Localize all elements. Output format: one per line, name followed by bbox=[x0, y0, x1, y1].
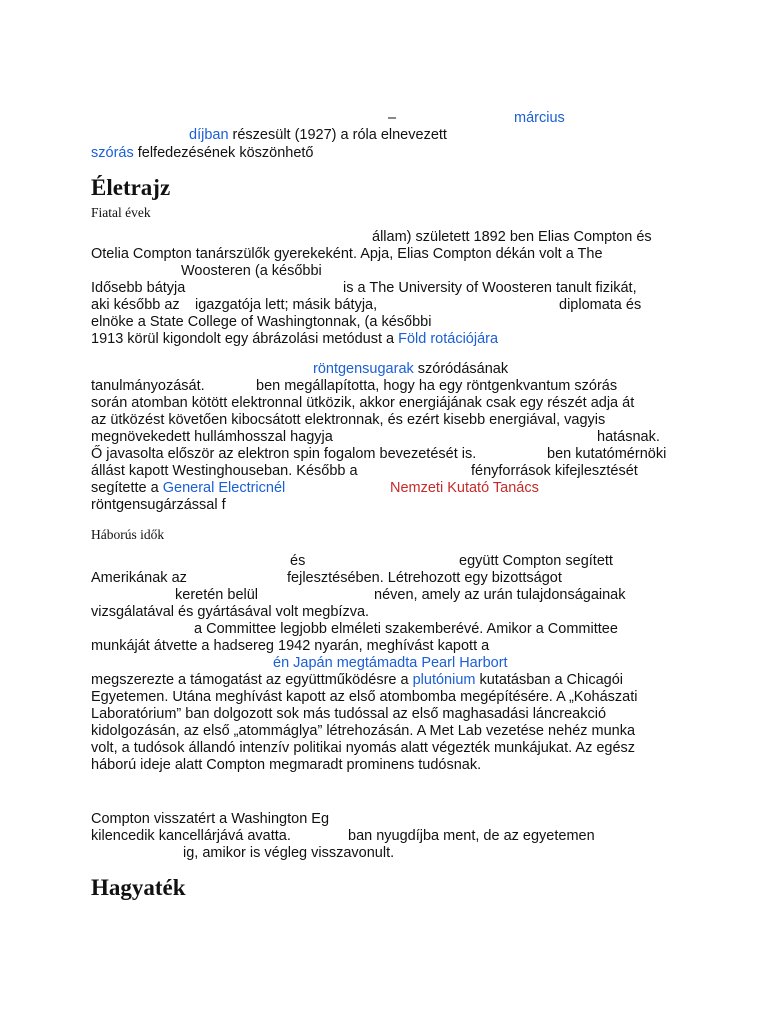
fiatal-line-14 bbox=[0, 462, 768, 480]
fiatal-line-5 bbox=[0, 296, 768, 314]
fiatal-text: segítette a bbox=[91, 480, 163, 496]
utana-text: Compton visszatért a Washington Eg bbox=[91, 811, 330, 827]
haborus-text: háború ideje alatt Compton megmaradt prominens tudósnak. bbox=[91, 757, 482, 773]
fiatal-line-8 bbox=[0, 360, 768, 378]
intro-line-3 bbox=[0, 144, 768, 162]
fiatal-text: állam) született 1892 ben Elias Compton és bbox=[372, 229, 652, 245]
fiatal-line-10 bbox=[0, 394, 768, 412]
rontgensugarak-link[interactable]: röntgensugarak bbox=[313, 361, 414, 377]
fiatal-text: Idősebb bátyja bbox=[91, 280, 186, 296]
heading-hagyatek: Hagyaték bbox=[91, 875, 186, 900]
plutonium-link[interactable]: plutónium bbox=[412, 672, 476, 688]
dash-text: – bbox=[388, 110, 397, 126]
fiatal-line-6 bbox=[0, 313, 768, 331]
fiatal-text: 1913 körül kigondolt egy ábrázolási metódust a bbox=[91, 331, 399, 347]
haborus-line-13 bbox=[0, 756, 768, 774]
general-electric-link[interactable]: General Electricnél bbox=[162, 480, 286, 496]
fiatal-text: ben megállapította, hogy ha egy röntgenkvantum szórás bbox=[256, 378, 618, 394]
haborus-text: és bbox=[290, 553, 306, 569]
heading-fiatal-evek: Fiatal évek bbox=[91, 205, 151, 220]
szoras-link[interactable]: szórás bbox=[91, 145, 134, 161]
fiatal-line-4 bbox=[0, 279, 768, 297]
fiatal-text: állást kapott Westinghouseban. Később a bbox=[91, 463, 358, 479]
haborus-line-6 bbox=[0, 637, 768, 655]
haborus-text: vizsgálatával és gyártásával volt megbízva. bbox=[91, 604, 370, 620]
haborus-line-12 bbox=[0, 739, 768, 757]
fiatal-line-12 bbox=[0, 428, 768, 446]
fiatal-line-9 bbox=[0, 377, 768, 395]
intro-line-2 bbox=[0, 126, 768, 144]
utana-text: ig, amikor is végleg visszavonult. bbox=[183, 845, 395, 861]
haborus-text: megszerezte a támogatást az együttműködésre a bbox=[91, 672, 413, 688]
fiatal-text: is a The University of Woosteren tanult fizikát, bbox=[343, 280, 637, 296]
fiatal-text: ben kutatómérnöki bbox=[547, 446, 667, 462]
fiatal-text: röntgensugárzással f bbox=[91, 497, 226, 513]
utana-text: kilencedik kancellárjává avatta. bbox=[91, 828, 291, 844]
haborus-line-3 bbox=[0, 586, 768, 604]
fiatal-text: megnövekedett hullámhosszal hagyja bbox=[91, 429, 333, 445]
haborus-line-4 bbox=[0, 603, 768, 621]
fiatal-text: igazgatója lett; másik bátyja, bbox=[195, 297, 378, 313]
utana-line-2 bbox=[0, 827, 768, 845]
haborus-line-2 bbox=[0, 569, 768, 587]
haborus-text: Laboratórium” ban dolgozott sok más tudóssal az első maghasadási láncreakció bbox=[91, 706, 607, 722]
pearl-harbor-link[interactable]: én Japán megtámadta Pearl Harbort bbox=[273, 655, 508, 671]
fiatal-line-3 bbox=[0, 262, 768, 280]
haborus-line-8 bbox=[0, 671, 768, 689]
haborus-text: kutatásban a Chicagói bbox=[475, 672, 623, 688]
fiatal-text: fényforrások kifejlesztését bbox=[471, 463, 638, 479]
utana-line-1 bbox=[0, 810, 768, 828]
fiatal-text: Otelia Compton tanárszülők gyerekeként. Apja, Elias Compton dékán volt a The bbox=[91, 246, 603, 262]
fiatal-line-11 bbox=[0, 411, 768, 429]
fiatal-line-13 bbox=[0, 445, 768, 463]
fiatal-line-1 bbox=[0, 228, 768, 246]
fiatal-text: Ő javasolta először az elektron spin fogalom bevezetését is. bbox=[91, 446, 477, 462]
marcius-link[interactable]: március bbox=[514, 110, 565, 126]
utana-text: ban nyugdíjba ment, de az egyetemen bbox=[348, 828, 595, 844]
haborus-text: keretén belül bbox=[175, 587, 259, 603]
haborus-line-5 bbox=[0, 620, 768, 638]
fiatal-line-15 bbox=[0, 479, 768, 497]
haborus-text: Amerikának az bbox=[91, 570, 187, 586]
dijban-link[interactable]: díjban bbox=[189, 127, 229, 143]
fiatal-line-16 bbox=[0, 496, 768, 514]
intro-line-2-text: részesült (1927) a róla elnevezett bbox=[228, 127, 447, 143]
fold-rotacio-link[interactable]: Föld rotációjára bbox=[398, 331, 499, 347]
haborus-line-10 bbox=[0, 705, 768, 723]
fiatal-text: diplomata és bbox=[559, 297, 642, 313]
haborus-text: kidolgozásán, az első „atommáglya” létrehozásán. A Met Lab vezetése nehéz munka bbox=[91, 723, 636, 739]
haborus-text: Egyetemen. Utána meghívást kapott az első atombomba megépítésére. A „Kohászati bbox=[91, 689, 638, 705]
haborus-text: volt, a tudósok állandó intenzív politikai nyomás alatt végezték munkájukat. Az egész bbox=[91, 740, 636, 756]
haborus-text: a Committee legjobb elméleti szakemberévé. Amikor a Committee bbox=[194, 621, 618, 637]
haborus-text: együtt Compton segített bbox=[459, 553, 613, 569]
heading-eletrajz: Életrajz bbox=[91, 175, 171, 200]
fiatal-text: aki később az bbox=[91, 297, 180, 313]
haborus-text: néven, amely az urán tulajdonságainak bbox=[374, 587, 626, 603]
heading-haborus-idok: Háborús idők bbox=[91, 527, 165, 542]
fiatal-text: az ütközést követően kibocsátott elektronnak, és ezért kisebb energiával, vagyis bbox=[91, 412, 606, 428]
fiatal-text: szóródásának bbox=[413, 361, 509, 377]
haborus-line-1 bbox=[0, 552, 768, 570]
fiatal-text: tanulmányozását. bbox=[91, 378, 205, 394]
fiatal-line-7 bbox=[0, 330, 768, 348]
intro-line-3-text: felfedezésének köszönhető bbox=[133, 145, 314, 161]
fiatal-line-2 bbox=[0, 245, 768, 263]
fiatal-text: Woosteren (a későbbi bbox=[181, 263, 322, 279]
intro-line-1 bbox=[0, 109, 768, 127]
haborus-line-11 bbox=[0, 722, 768, 740]
utana-line-3 bbox=[0, 844, 768, 862]
nemzeti-kutato-tanacs-link[interactable]: Nemzeti Kutató Tanács bbox=[390, 480, 539, 496]
fiatal-text: hatásnak. bbox=[597, 429, 660, 445]
haborus-text: fejlesztésében. Létrehozott egy bizottságot bbox=[287, 570, 562, 586]
haborus-line-7 bbox=[0, 654, 768, 672]
haborus-text: munkáját átvette a hadsereg 1942 nyarán, meghívást kapott a bbox=[91, 638, 490, 654]
fiatal-text: során atomban kötött elektronnal ütközik, akkor energiájának csak egy részét adja át bbox=[91, 395, 635, 411]
haborus-line-9 bbox=[0, 688, 768, 706]
fiatal-text: elnöke a State College of Washingtonnak, (a későbbi bbox=[91, 314, 432, 330]
